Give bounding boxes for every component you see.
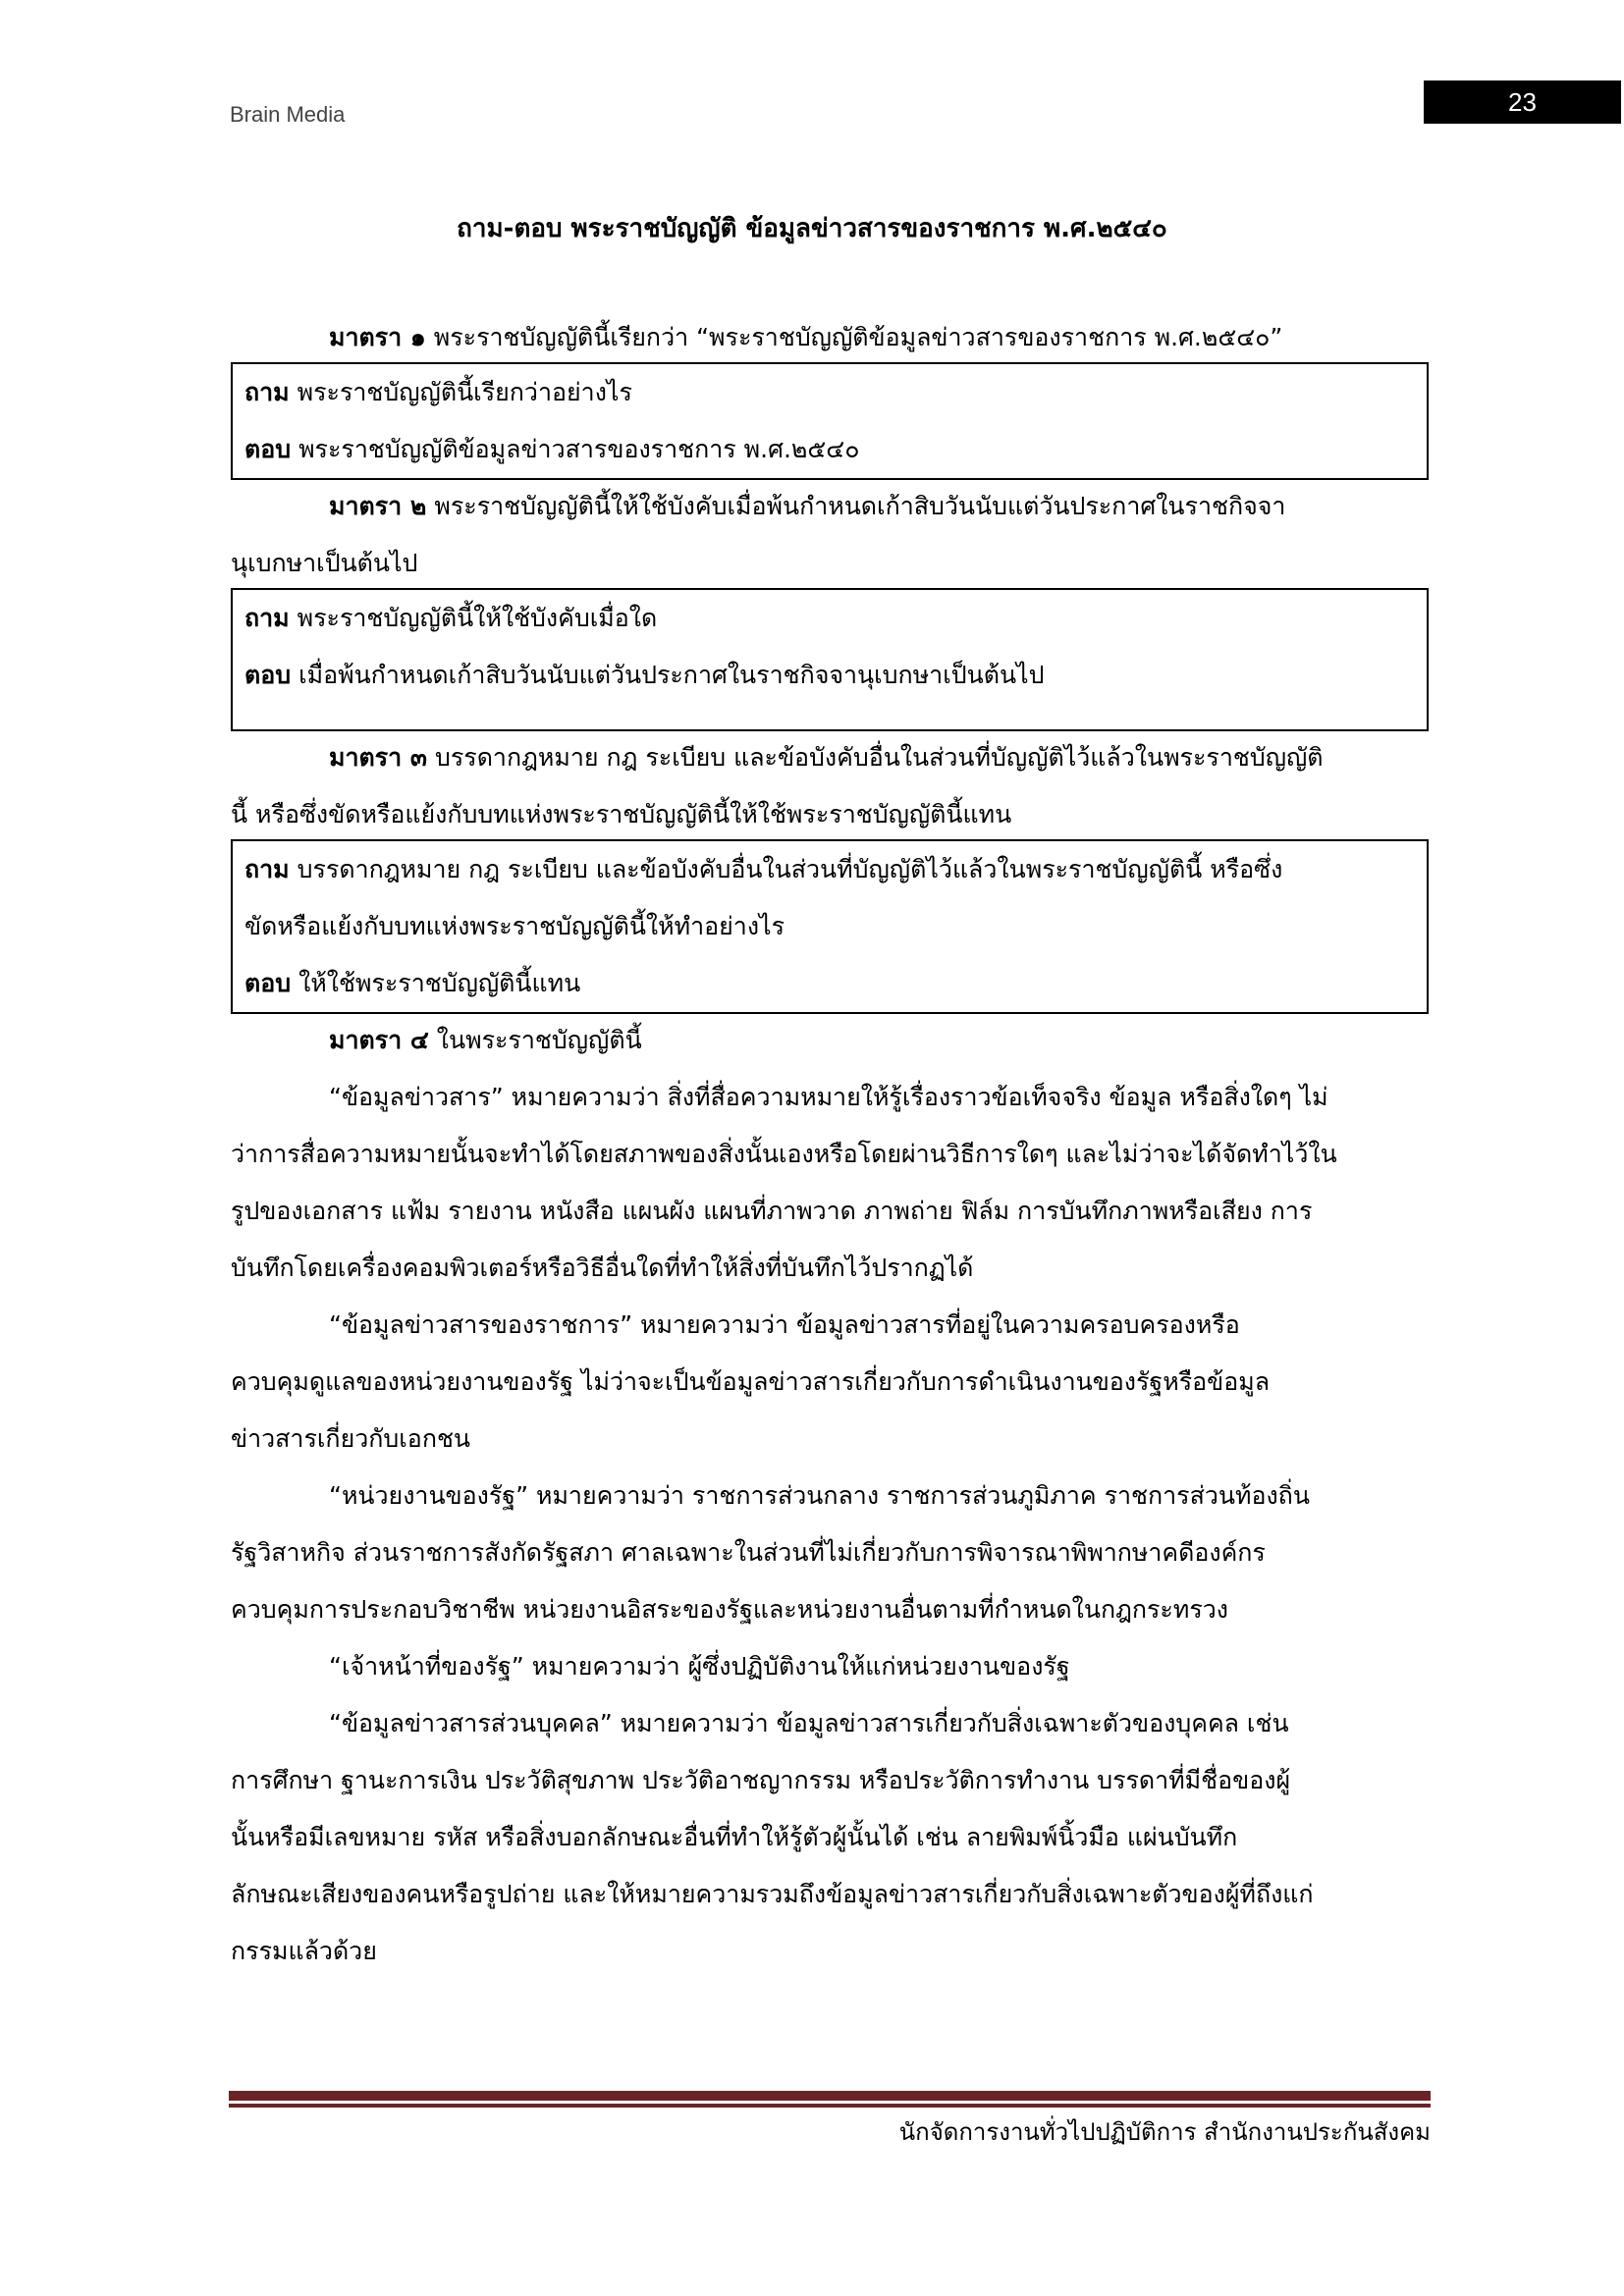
page-title: ถาม-ตอบ พระราชบัญญัติ ข้อมูลข่าวสารของราชการ พ.ศ.๒๕๔๐ bbox=[457, 214, 1167, 243]
section-line bbox=[231, 786, 1429, 843]
paragraph-line: ลักษณะเสียงของคนหรือรูปถ่าย และให้หมายความรวมถึงข้อมูลข่าวสารเกี่ยวกับสิ่งเฉพาะตัวของผู้ที่ถึงแก่ bbox=[231, 1880, 1314, 1908]
paragraph-line: บันทึกโดยเครื่องคอมพิวเตอร์หรือวิธีอื่นใดที่ทำให้สิ่งที่บันทึกไว้ปรากฏได้ bbox=[231, 1254, 974, 1282]
question-line bbox=[244, 590, 1415, 647]
question-text: พระราชบัญญัตินี้เรียกว่าอย่างไร bbox=[297, 378, 632, 406]
paragraph-line: รูปของเอกสาร แฟ้ม รายงาน หนังสือ แผนผัง แผนที่ภาพวาด ภาพถ่าย ฟิล์ม การบันทึกภาพหรือเสียง การ bbox=[231, 1197, 1313, 1225]
footer-text: นักจัดการงานทั่วไปปฏิบัติการ สำนักงานประกันสังคม bbox=[898, 2118, 1431, 2146]
answer-label: ตอบ bbox=[244, 661, 292, 689]
section-label: มาตรา ๑ bbox=[329, 323, 426, 351]
section-line bbox=[231, 535, 1429, 592]
section-2 bbox=[231, 478, 1429, 592]
qa-box bbox=[231, 362, 1429, 480]
definition-paragraph bbox=[231, 1695, 1429, 1980]
definition-paragraph bbox=[231, 1468, 1429, 1638]
paragraph-line: การศึกษา ฐานะการเงิน ประวัติสุขภาพ ประวัติอาชญากรรม หรือประวัติการทำงาน บรรดาที่มีชื่อของผู้ bbox=[231, 1766, 1291, 1794]
answer-text: เมื่อพ้นกำหนดเก้าสิบวันนับแต่วันประกาศในราชกิจจานุเบกษาเป็นต้นไป bbox=[298, 661, 1045, 689]
question-text: ขัดหรือแย้งกับบทแห่งพระราชบัญญัตินี้ให้ทำอย่างไร bbox=[244, 912, 785, 940]
section-line bbox=[231, 1012, 1429, 1069]
paragraph-line: “หน่วยงานของรัฐ” หมายความว่า ราชการส่วนกลาง ราชการส่วนภูมิภาค ราชการส่วนท้องถิ่น bbox=[329, 1481, 1310, 1510]
paragraph-line: “ข้อมูลข่าวสารส่วนบุคคล” หมายความว่า ข้อมูลข่าวสารเกี่ยวกับสิ่งเฉพาะตัวของบุคคล เช่น bbox=[329, 1709, 1289, 1737]
question-line bbox=[244, 841, 1415, 898]
section-line bbox=[231, 309, 1429, 366]
answer-label: ตอบ bbox=[244, 435, 292, 463]
question-text: บรรดากฎหมาย กฎ ระเบียบ และข้อบังคับอื่นในส่วนที่บัญญัติไว้แล้วในพระราชบัญญัตินี้ หรือซึ่ง bbox=[297, 855, 1283, 883]
section-text: พระราชบัญญัตินี้ให้ใช้บังคับเมื่อพ้นกำหนดเก้าสิบวันนับแต่วันประกาศในราชกิจจา bbox=[434, 492, 1286, 520]
paragraph-line: “ข้อมูลข่าวสาร” หมายความว่า สิ่งที่สื่อความหมายให้รู้เรื่องราวข้อเท็จจริง ข้อมูล หรือสิ่งใดๆ ไม่ bbox=[329, 1083, 1328, 1111]
section-line bbox=[231, 729, 1429, 786]
answer-line bbox=[244, 955, 1415, 1012]
paragraph-line: ควบคุมการประกอบวิชาชีพ หน่วยงานอิสระของรัฐและหน่วยงานอื่นตามที่กำหนดในกฎกระทรวง bbox=[231, 1595, 1229, 1624]
section-text: นุเบกษาเป็นต้นไป bbox=[231, 549, 418, 577]
section-4 bbox=[231, 729, 1429, 843]
footer-rule-thick bbox=[229, 2091, 1431, 2101]
section-0 bbox=[231, 309, 1429, 366]
answer-label: ตอบ bbox=[244, 969, 292, 997]
question-line bbox=[244, 898, 1415, 955]
section-6 bbox=[231, 1012, 1429, 1069]
answer-line bbox=[244, 647, 1415, 704]
section-text: นี้ หรือซึ่งขัดหรือแย้งกับบทแห่งพระราชบัญญัตินี้ให้ใช้พระราชบัญญัตินี้แทน bbox=[231, 800, 1012, 828]
section-text: ในพระราชบัญญัตินี้ bbox=[436, 1026, 642, 1054]
definition-paragraph bbox=[231, 1069, 1429, 1297]
page-number: 23 bbox=[1424, 80, 1621, 124]
paragraph-line: รัฐวิสาหกิจ ส่วนราชการสังกัดรัฐสภา ศาลเฉพาะในส่วนที่ไม่เกี่ยวกับการพิจารณาพิพากษาคดีองค์กร bbox=[231, 1538, 1266, 1567]
section-label: มาตรา ๒ bbox=[329, 492, 427, 520]
qa-box bbox=[231, 839, 1429, 1014]
document-body bbox=[231, 309, 1429, 1980]
paragraph-line: กรรมแล้วด้วย bbox=[231, 1937, 377, 1965]
answer-line bbox=[244, 421, 1415, 478]
paragraph-line: ควบคุมดูแลของหน่วยงานของรัฐ ไม่ว่าจะเป็นข้อมูลข่าวสารเกี่ยวกับการดำเนินงานของรัฐหรือข้อมูล bbox=[231, 1367, 1271, 1396]
paragraph-line: ว่าการสื่อความหมายนั้นจะทำได้โดยสภาพของสิ่งนั้นเองหรือโดยผ่านวิธีการใดๆ และไม่ว่าจะได้จัดทำไว้ใน bbox=[231, 1140, 1337, 1168]
paragraph-line: นั้นหรือมีเลขหมาย รหัส หรือสิ่งบอกลักษณะอื่นที่ทำให้รู้ตัวผู้นั้นได้ เช่น ลายพิมพ์นิ้วมือ แผ่นบันทึก bbox=[231, 1823, 1238, 1851]
section-line bbox=[231, 478, 1429, 535]
definition-paragraph bbox=[231, 1297, 1429, 1468]
section-label: มาตรา ๓ bbox=[329, 743, 428, 772]
section-text: บรรดากฎหมาย กฎ ระเบียบ และข้อบังคับอื่นในส่วนที่บัญญัติไว้แล้วในพระราชบัญญัติ bbox=[434, 743, 1324, 772]
footer-rule-thin bbox=[229, 2104, 1431, 2108]
question-label: ถาม bbox=[244, 604, 290, 632]
question-line bbox=[244, 364, 1415, 421]
paragraph-line: “ข้อมูลข่าวสารของราชการ” หมายความว่า ข้อมูลข่าวสารที่อยู่ในความครอบครองหรือ bbox=[329, 1310, 1240, 1339]
question-text: พระราชบัญญัตินี้ให้ใช้บังคับเมื่อใด bbox=[297, 604, 658, 632]
section-text: พระราชบัญญัตินี้เรียกว่า “พระราชบัญญัติข้อมูลข่าวสารของราชการ พ.ศ.๒๕๔๐” bbox=[433, 323, 1283, 351]
answer-text: ให้ใช้พระราชบัญญัตินี้แทน bbox=[298, 969, 581, 997]
paragraph-line: ข่าวสารเกี่ยวกับเอกชน bbox=[231, 1424, 471, 1453]
answer-text: พระราชบัญญัติข้อมูลข่าวสารของราชการ พ.ศ.๒๕๔๐ bbox=[298, 435, 860, 463]
definition-paragraph bbox=[231, 1638, 1429, 1695]
header-brand: Brain Media bbox=[230, 102, 346, 127]
paragraph-line: “เจ้าหน้าที่ของรัฐ” หมายความว่า ผู้ซึ่งปฏิบัติงานให้แก่หน่วยงานของรัฐ bbox=[329, 1652, 1070, 1681]
qa-box bbox=[231, 588, 1429, 731]
question-label: ถาม bbox=[244, 855, 290, 883]
section-label: มาตรา ๔ bbox=[329, 1026, 429, 1054]
question-label: ถาม bbox=[244, 378, 290, 406]
